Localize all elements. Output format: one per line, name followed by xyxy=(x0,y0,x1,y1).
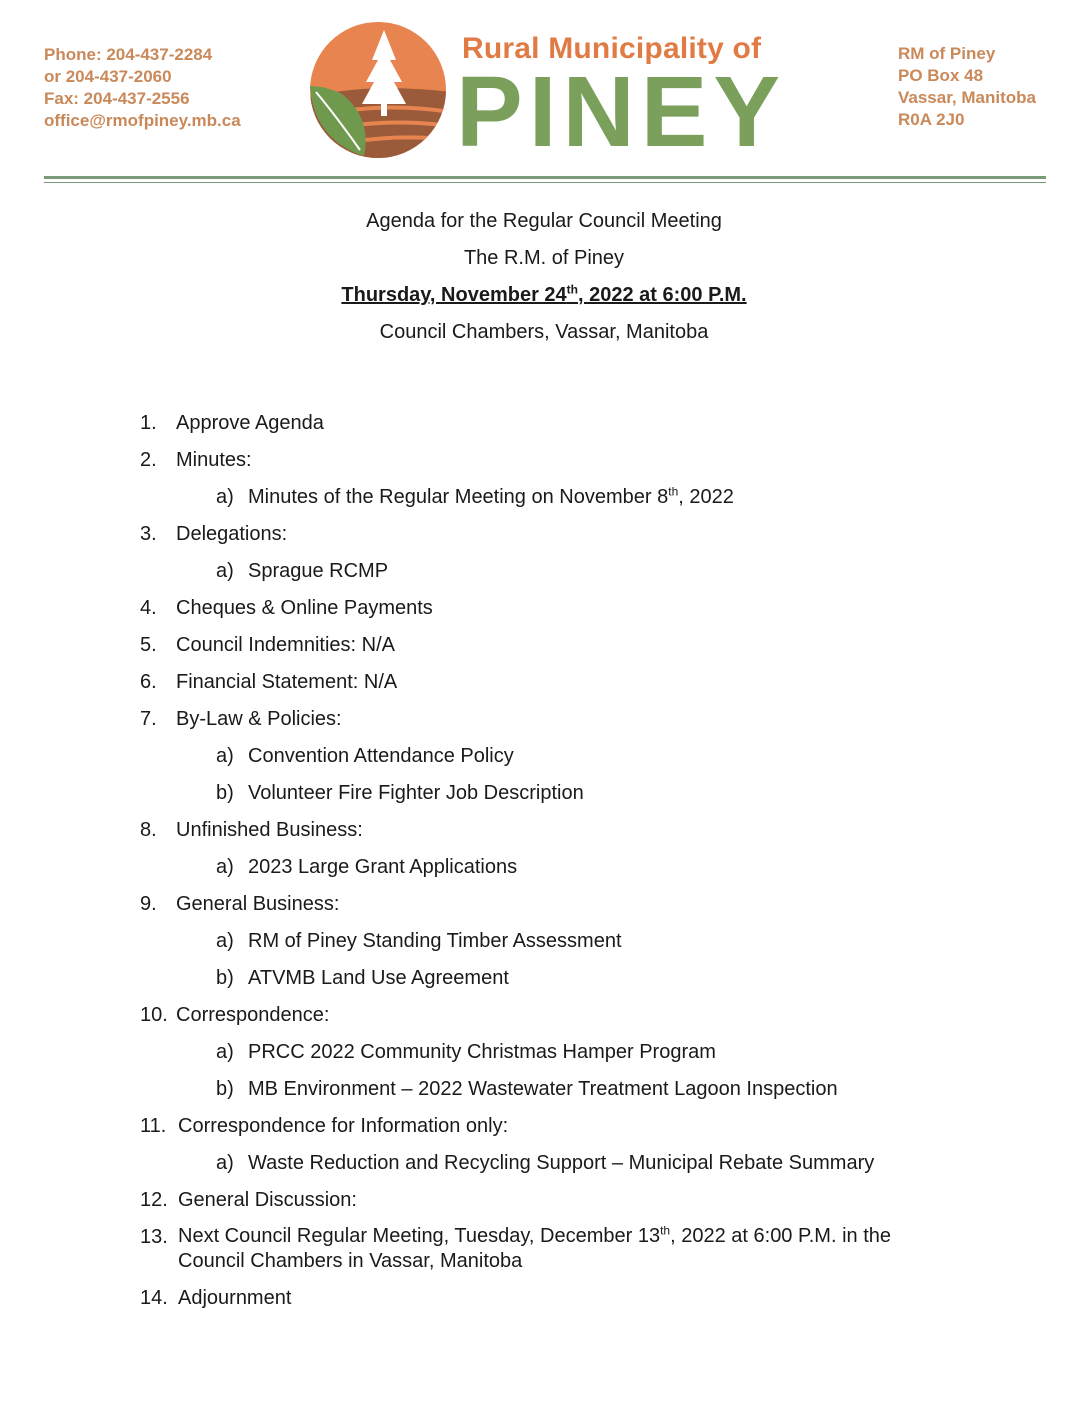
logo-title-large: PINEY xyxy=(456,56,787,168)
sub-item-text: Convention Attendance Policy xyxy=(248,745,514,767)
sub-item-letter: a) xyxy=(216,930,234,952)
sub-item-letter: a) xyxy=(216,560,234,582)
meeting-date-time: , 2022 at 6:00 P.M. xyxy=(577,284,747,306)
sub-item xyxy=(0,1041,1088,1078)
list-item xyxy=(0,523,1088,560)
address-line: PO Box 48 xyxy=(898,66,984,85)
item-text: General Discussion: xyxy=(178,1189,357,1211)
item-number: 4. xyxy=(140,597,157,619)
item-number: 7. xyxy=(140,708,157,730)
list-item xyxy=(0,893,1088,930)
list-item xyxy=(0,708,1088,745)
item-number: 1. xyxy=(140,412,157,434)
contact-info xyxy=(44,44,241,132)
item-number: 3. xyxy=(140,523,157,545)
item-number: 6. xyxy=(140,671,157,693)
sub-item xyxy=(0,930,1088,967)
list-item xyxy=(0,671,1088,708)
item-text: Council Indemnities: N/A xyxy=(176,634,395,656)
item-text: By-Law & Policies: xyxy=(176,708,342,730)
ordinal-suffix: th xyxy=(660,1223,671,1238)
item-text: General Business: xyxy=(176,893,340,915)
item-text: Approve Agenda xyxy=(176,412,324,434)
sub-item-text: Waste Reduction and Recycling Support – Municipal Rebate Summary xyxy=(248,1152,875,1174)
item-number: 10. xyxy=(140,1004,168,1026)
sub-item xyxy=(0,745,1088,782)
list-item xyxy=(0,412,1088,449)
list-item xyxy=(0,819,1088,856)
header-divider xyxy=(44,176,1046,179)
agenda-list xyxy=(0,412,1088,1324)
list-item xyxy=(0,1115,1088,1152)
item-number: 14. xyxy=(140,1287,168,1309)
list-item xyxy=(0,634,1088,671)
list-item xyxy=(0,1223,1088,1287)
sub-item xyxy=(0,1078,1088,1115)
item-text: Adjournment xyxy=(178,1287,292,1309)
sub-item-text xyxy=(248,486,734,509)
meeting-date xyxy=(0,277,1088,314)
address-line: R0A 2J0 xyxy=(898,110,965,129)
logo-title-small: Rural Municipality of xyxy=(462,32,762,65)
sub-item-letter: b) xyxy=(216,782,234,804)
item-number: 12. xyxy=(140,1189,168,1211)
sub-item-letter: a) xyxy=(216,1041,234,1063)
sub-item-text: MB Environment – 2022 Wastewater Treatment Lagoon Inspection xyxy=(248,1078,838,1100)
item-text: Minutes: xyxy=(176,449,252,471)
item-text: Correspondence for Information only: xyxy=(178,1115,509,1137)
list-item xyxy=(0,1004,1088,1041)
sub-item-text: PRCC 2022 Community Christmas Hamper Program xyxy=(248,1041,716,1063)
sub-item-letter: a) xyxy=(216,745,234,767)
date-ordinal: th xyxy=(566,282,578,297)
sub-item xyxy=(0,782,1088,819)
sub-item-letter: a) xyxy=(216,856,234,878)
list-item xyxy=(0,1287,1088,1324)
sub-item xyxy=(0,486,1088,523)
meeting-location: Council Chambers, Vassar, Manitoba xyxy=(379,321,709,343)
list-item xyxy=(0,597,1088,634)
item-number: 8. xyxy=(140,819,157,841)
sub-item xyxy=(0,967,1088,1004)
list-item xyxy=(0,1189,1088,1226)
sub-item xyxy=(0,560,1088,597)
sub-item-letter: b) xyxy=(216,1078,234,1100)
header-divider-thin xyxy=(44,182,1046,183)
item-text: Unfinished Business: xyxy=(176,819,363,841)
item-text: Delegations: xyxy=(176,523,288,545)
item-text: Correspondence: xyxy=(176,1004,330,1026)
agenda-title-block xyxy=(0,203,1088,351)
item-number: 11. xyxy=(140,1115,167,1137)
fax-line: Fax: 204-437-2556 xyxy=(44,89,190,108)
item-text: Cheques & Online Payments xyxy=(176,597,433,619)
sub-item-text: Volunteer Fire Fighter Job Description xyxy=(248,782,584,804)
sub-item-letter: a) xyxy=(216,486,234,508)
item-text-part: , 2022 at 6:00 P.M. in the xyxy=(670,1225,892,1247)
sub-item-text: 2023 Large Grant Applications xyxy=(248,856,518,878)
address-line: RM of Piney xyxy=(898,44,996,63)
meeting-date-text: Thursday, November 24 xyxy=(341,284,567,306)
address-line: Vassar, Manitoba xyxy=(898,88,1036,107)
sub-item-letter: a) xyxy=(216,1152,234,1174)
item-text: Financial Statement: N/A xyxy=(176,671,398,693)
sub-item-text: Sprague RCMP xyxy=(248,560,389,582)
tree-leaf-emblem-icon xyxy=(306,20,451,160)
item-number: 9. xyxy=(140,893,157,915)
item-number: 5. xyxy=(140,634,157,656)
item-text xyxy=(178,1224,891,1274)
sub-item xyxy=(0,1152,1088,1189)
municipality-name: The R.M. of Piney xyxy=(463,247,625,269)
sub-item-text-part: , 2022 xyxy=(678,486,734,508)
sub-item-letter: b) xyxy=(216,967,234,989)
ordinal-suffix: th xyxy=(668,484,679,499)
item-text-part: Council Chambers in Vassar, Manitoba xyxy=(178,1250,523,1272)
phone-line: Phone: 204-437-2284 xyxy=(44,45,213,64)
sub-item xyxy=(0,856,1088,893)
email-line: office@rmofpiney.mb.ca xyxy=(44,111,241,130)
item-text-part: Next Council Regular Meeting, Tuesday, December 13 xyxy=(178,1225,661,1247)
alt-phone-line: or 204-437-2060 xyxy=(44,67,172,86)
sub-item-text-part: Minutes of the Regular Meeting on November 8 xyxy=(248,486,669,508)
agenda-heading: Agenda for the Regular Council Meeting xyxy=(366,210,722,232)
item-number: 2. xyxy=(140,449,157,471)
item-number: 13. xyxy=(140,1226,168,1248)
sub-item-text: ATVMB Land Use Agreement xyxy=(248,967,509,989)
list-item xyxy=(0,449,1088,486)
sub-item-text: RM of Piney Standing Timber Assessment xyxy=(248,930,622,952)
mailing-address xyxy=(898,43,1036,131)
